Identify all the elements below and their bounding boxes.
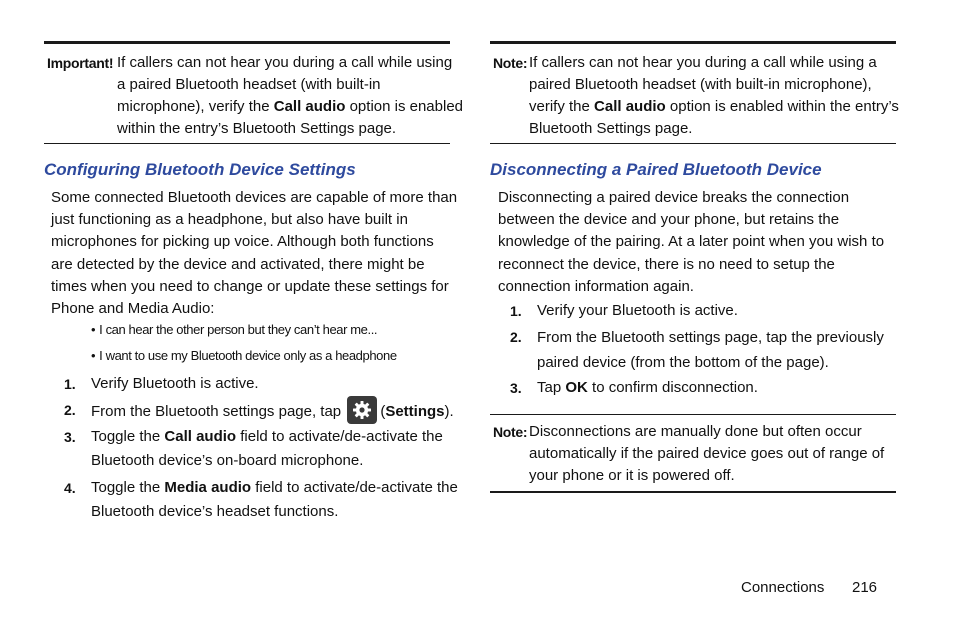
note-label: Note: xyxy=(493,424,528,440)
gear-icon xyxy=(352,400,372,420)
important-label: Important! xyxy=(47,55,114,71)
note-text: If callers can not hear you during a call while using a paired Bluetooth headset (with built-in microphone), verify the Call audio option is enabled within the entry’s Bluetooth Settings page. xyxy=(529,54,899,137)
note-box xyxy=(490,41,899,144)
bullet-item: • I can hear the other person but they can’t hear me... xyxy=(91,322,377,337)
footer-section-name: Connections xyxy=(741,579,825,596)
note-text: Disconnections are manually done but often occur automatically if the paired device goes out of range of your phone or it is powered off. xyxy=(529,423,885,484)
intro-paragraph: Some connected Bluetooth devices are capable of more than just functioning as a headphone, but also have built in microphones for picking up voice. Although both functions are detected by the device and activated, there might be times when you need to change or update these settings for Phone and Media Audio: xyxy=(51,189,458,318)
page-number: 216 xyxy=(852,579,878,596)
section-heading: Configuring Bluetooth Device Settings xyxy=(44,160,356,179)
note-label: Note: xyxy=(493,55,528,71)
settings-gear-icon xyxy=(347,396,377,424)
note-box xyxy=(490,414,896,493)
intro-paragraph: Disconnecting a paired device breaks the connection between the device and your phone, but retains the knowledge of the pairing. At a later point when you wish to reconnect the device, there is no need to setup the connection information again. xyxy=(498,189,885,295)
section-heading: Disconnecting a Paired Bluetooth Device xyxy=(490,160,822,179)
important-box xyxy=(44,41,464,144)
bullet-item: • I want to use my Bluetooth device only as a headphone xyxy=(91,348,397,363)
page-footer xyxy=(741,579,878,596)
important-text: If callers can not hear you during a call while using a paired Bluetooth headset (with built-in microphone), verify the Call audio option is enabled within the entry’s Bluetooth Settings page. xyxy=(117,54,464,137)
